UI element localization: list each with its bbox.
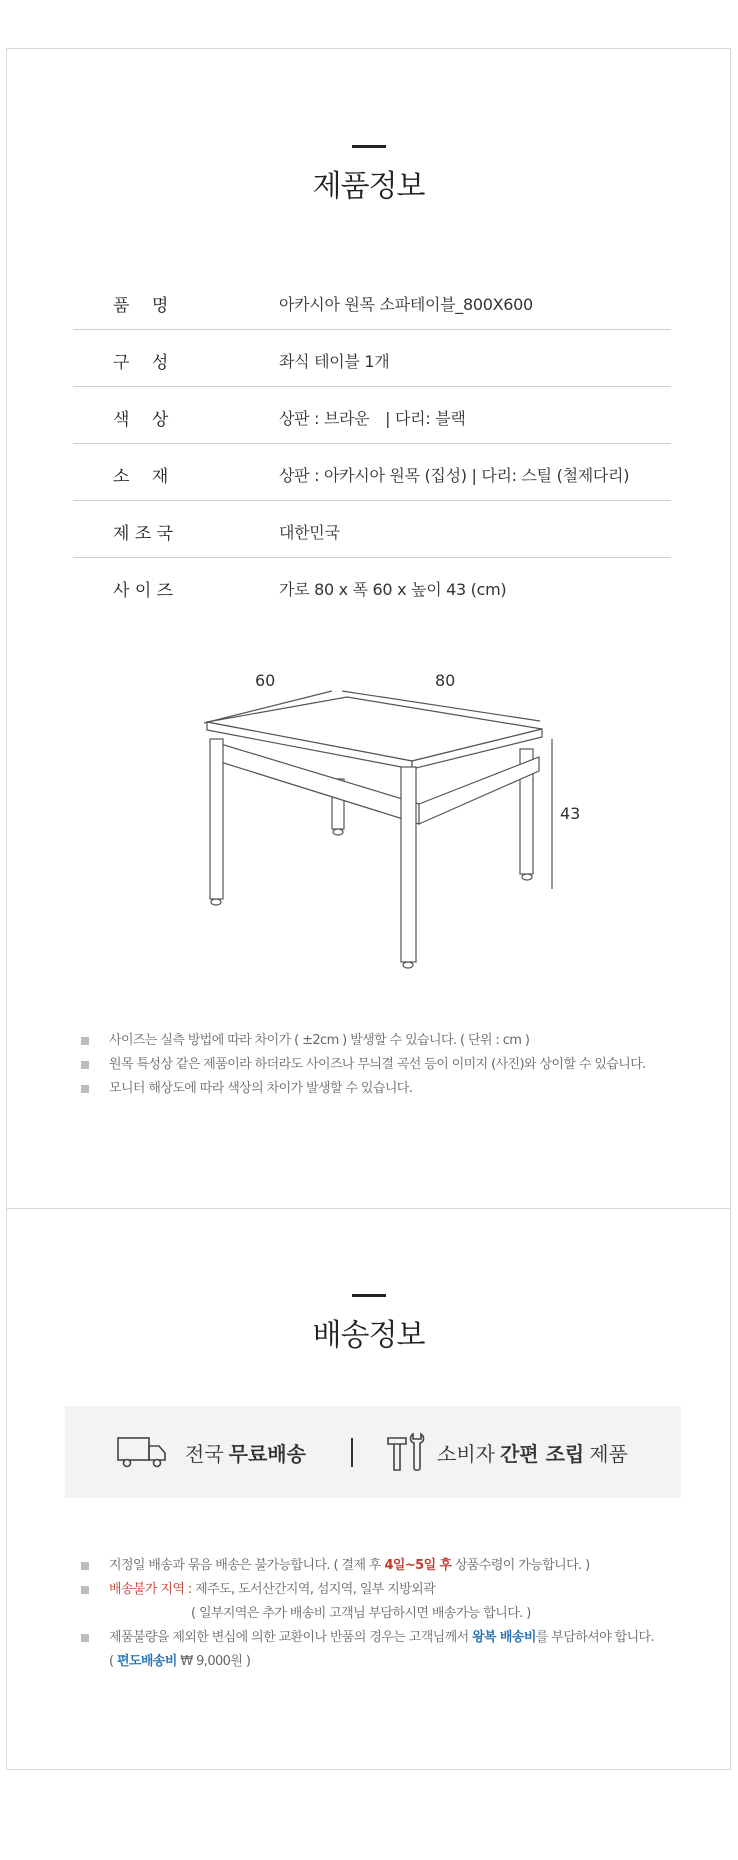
bullet-square-icon (81, 1061, 89, 1069)
spec-label: 소 재 (113, 467, 169, 487)
spec-label: 품 명 (113, 296, 169, 316)
spec-value: 상판 : 아카시아 원목 (집성) | 다리: 스틸 (철제다리) (279, 466, 630, 485)
product-info-section (6, 48, 731, 1209)
bullet-square-icon (81, 1085, 89, 1093)
spec-value: 가로 80 x 폭 60 x 높이 43 (cm) (279, 580, 507, 599)
spec-label: 색 상 (113, 410, 169, 430)
spec-label: 제 조 국 (113, 524, 174, 544)
spec-value: 좌식 테이블 1개 (279, 352, 390, 371)
banner-divider (351, 1438, 353, 1467)
bullet-square-icon (81, 1562, 89, 1570)
spec-label: 사 이 즈 (113, 581, 174, 601)
shipping-notes-list (79, 1554, 654, 1674)
table-dimension-diagram (7, 49, 732, 1049)
note-item: 사이즈는 실측 방법에 따라 차이가 ( ±2cm ) 발생할 수 있습니다. ( 단위 : cm ) (79, 1029, 646, 1053)
width-label: 80 (435, 671, 456, 690)
easy-assembly-badge: 소비자 간편 조립 제품 (385, 1406, 628, 1498)
spec-value: 대한민국 (279, 523, 340, 542)
free-shipping-badge: 전국 무료배송 (117, 1406, 311, 1498)
note-item: 지정일 배송과 묶음 배송은 불가능합니다. ( 결제 후 4일~5일 후 상품수령이 가능합니다. ) (79, 1554, 654, 1578)
height-label: 43 (560, 804, 581, 823)
spec-value: 아카시아 원목 소파테이블_800X600 (279, 295, 533, 314)
shipping-info-section (6, 1208, 731, 1770)
tools-icon (385, 1432, 427, 1472)
note-item: 모니터 해상도에 따라 색상의 차이가 발생할 수 있습니다. (79, 1077, 646, 1101)
spec-label: 구 성 (113, 353, 169, 373)
spec-value: 상판 : 브라운 | 다리: 블랙 (279, 409, 466, 428)
note-item: 제품불량을 제외한 변심에 의한 교환이나 반품의 경우는 고객님께서 왕복 배송비를 부담하셔야 합니다. ( 편도배송비 ₩ 9,000원 ) (79, 1626, 654, 1674)
depth-label: 60 (255, 671, 276, 690)
note-item: 배송불가 지역 : 제주도, 도서산간지역, 섬지역, 일부 지방외곽 ( 일부지역은 추가 배송비 고객님 부담하시면 배송가능 합니다. ) (79, 1578, 654, 1626)
product-info-title: 제품정보 (312, 169, 425, 204)
free-shipping-text: 무료배송 (228, 1441, 306, 1466)
shipping-info-title: 배송정보 (312, 1318, 425, 1353)
bullet-square-icon (81, 1634, 89, 1642)
note-item: 원목 특성상 같은 제품이라 하더라도 사이즈나 무늬결 곡선 등이 이미지 (사진)와 상이할 수 있습니다. (79, 1053, 646, 1077)
title-decoration-bar (352, 1294, 386, 1297)
shipping-banner (65, 1406, 681, 1498)
product-notes-list (79, 1029, 646, 1101)
bullet-square-icon (81, 1037, 89, 1045)
easy-assembly-text: 간편 조립 (499, 1441, 585, 1466)
delivery-truck-icon (117, 1436, 167, 1468)
bullet-square-icon (81, 1586, 89, 1594)
